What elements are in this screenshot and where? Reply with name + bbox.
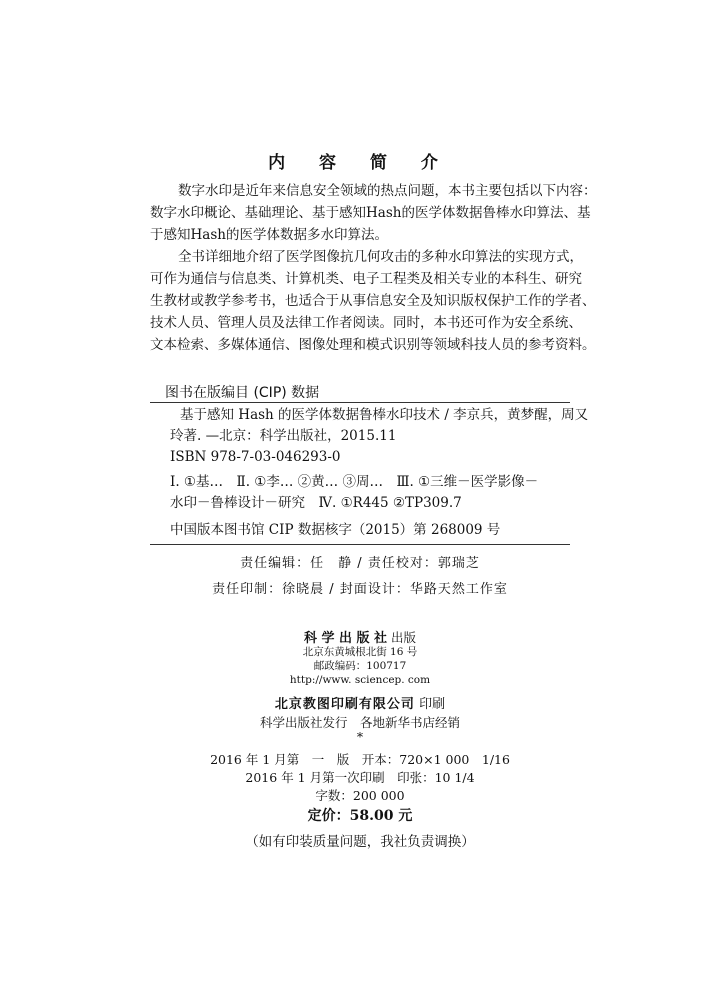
staff-line-1: 责任编辑：任 静 / 责任校对：郭瑞芝 <box>240 556 480 571</box>
intro-line: 生教材或教学参考书，也适合于从事信息安全及知识版权保护工作的学者、 <box>150 293 596 309</box>
edition-line-2: 2016 年 1 月第一次印刷 印张：10 1/4 <box>245 770 475 785</box>
intro-line: 技术人员、管理人员及法律工作者阅读。同时，本书还可作为安全系统、 <box>150 315 582 331</box>
cip-top-rule <box>150 402 570 403</box>
cip-bottom-rule <box>150 544 570 545</box>
price-value: 58.00 <box>349 808 394 824</box>
cip-description <box>170 405 589 468</box>
word-count: 字数：200 000 <box>315 788 405 803</box>
cip-record-number: 中国版本图书馆 CIP 数据核字（2015）第 268009 号 <box>170 522 501 538</box>
publisher-url: http://www. sciencep. com <box>289 674 431 686</box>
cip-subjects <box>170 472 570 514</box>
printer-suffix: 印刷 <box>414 697 446 712</box>
printer-name: 北京教图印刷有限公司 <box>274 697 415 712</box>
edition-line-1: 2016 年 1 月第 一 版 开本：720×1 000 1/16 <box>210 752 510 767</box>
intro-line: 数字水印是近年来信息安全领域的热点问题，本书主要包括以下内容： <box>178 183 597 199</box>
price-unit: 元 <box>393 808 413 824</box>
printer-line <box>0 693 720 712</box>
price-label: 定价： <box>307 808 350 824</box>
intro-line: 数字水印概论、基础理论、基于感知Hash的医学体数据鲁棒水印算法、基 <box>150 205 591 221</box>
distribution-line: 科学出版社发行 各地新华书店经销 <box>259 715 460 730</box>
page-title: 内 容 简 介 <box>268 153 452 173</box>
cip-line: 水印－鲁棒设计－研究 Ⅳ. ①R445 ②TP309.7 <box>170 495 462 511</box>
cip-record <box>170 520 570 541</box>
price-line <box>0 805 720 825</box>
cip-line: 玲著. —北京：科学出版社，2015.11 <box>170 428 397 444</box>
intro-paragraph-2 <box>150 246 596 356</box>
publisher-suffix: 出版 <box>387 630 417 645</box>
cip-line: 基于感知 Hash 的医学体数据鲁棒水印技术 / 李京兵，黄梦醒，周又 <box>180 407 589 423</box>
staff-line-2: 责任印制：徐晓晨 / 封面设计：华路天然工作室 <box>212 582 508 597</box>
intro-line: 于感知Hash的医学体数据多水印算法。 <box>150 227 388 243</box>
intro-line: 全书详细地介绍了医学图像抗几何攻击的多种水印算法的实现方式， <box>178 249 583 265</box>
publisher-postcode: 邮政编码：100717 <box>313 660 407 672</box>
intro-line: 可作为通信与信息类、计算机类、电子工程类及相关专业的本科生、研究 <box>150 271 582 287</box>
cip-isbn: ISBN 978-7-03-046293-0 <box>170 449 341 465</box>
intro-line: 文本检索、多媒体通信、图像处理和模式识别等领域科技人员的参考资料。 <box>150 337 596 353</box>
publisher-address: 北京东黄城根北街 16 号 <box>302 646 418 658</box>
cip-line: Ⅰ. ①基… Ⅱ. ①李… ②黄… ③周… Ⅲ. ①三维－医学影像－ <box>170 474 539 490</box>
cip-heading: 图书在版编目 (CIP) 数据 <box>165 385 320 401</box>
quality-notice: （如有印装质量问题，我社负责调换） <box>245 834 475 850</box>
intro-paragraph-1 <box>150 180 597 246</box>
publisher-line <box>0 627 720 646</box>
separator-asterisk: * <box>356 729 364 744</box>
publisher-name: 科 学 出 版 社 <box>303 631 388 646</box>
